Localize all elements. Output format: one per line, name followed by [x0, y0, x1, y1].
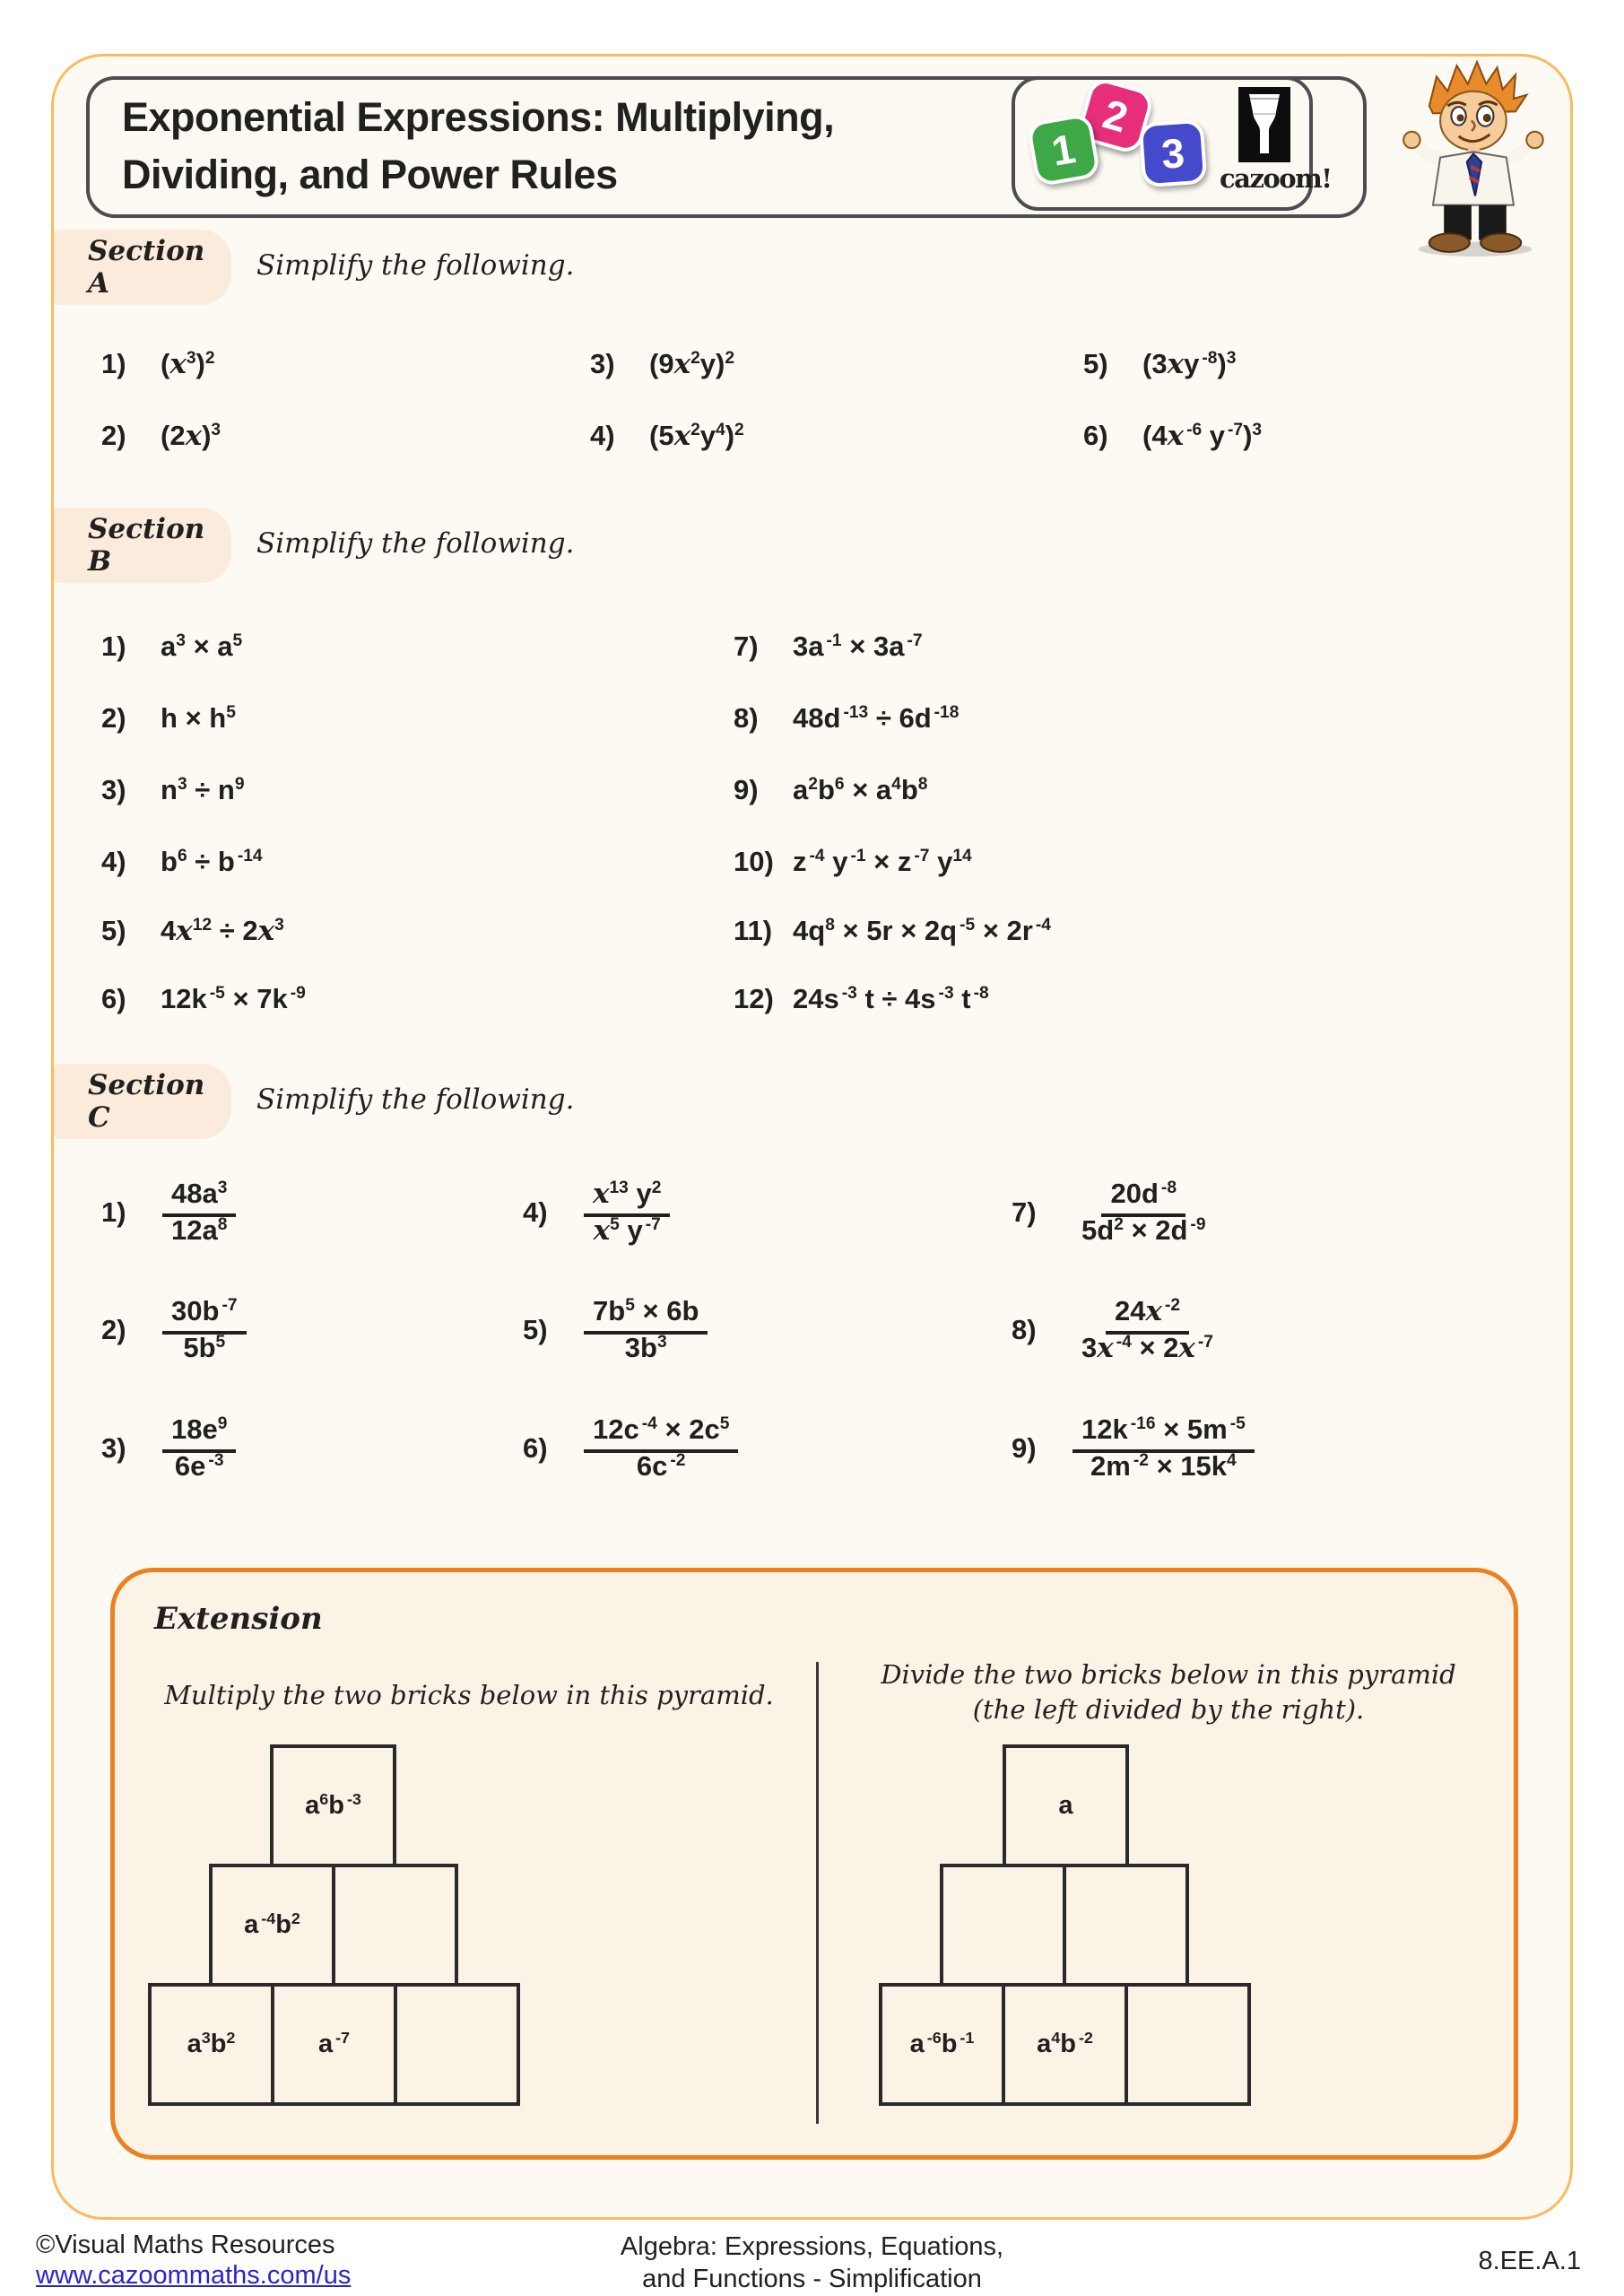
problem-number: 5): [523, 1313, 548, 1345]
problem-expression: 48d $^{-13}$ ÷ 6d $^{-18}$: [793, 702, 960, 734]
fraction-denominator: $12a^8$: [171, 1214, 228, 1246]
fraction-denominator: 6e $^{-3}$: [174, 1450, 224, 1482]
fraction-denominator: $x^5$ y $^{-7}$: [593, 1214, 661, 1247]
fraction-numerator: 30b $^{-7}$: [162, 1295, 247, 1335]
fraction-numerator: 20d $^{-8}$: [1101, 1178, 1185, 1217]
brick-label: a $^{-4}b^2$: [244, 1909, 300, 1939]
problem-number: 1): [101, 348, 126, 379]
fraction-numerator: $48a^3$: [162, 1178, 236, 1217]
problem-expression: $(2x)^3$: [161, 420, 221, 452]
problem-number: 9): [734, 774, 759, 805]
problem-number: 1): [101, 1196, 126, 1228]
page-title-line-1: Exponential Expressions: Multiplying,: [122, 94, 835, 140]
problem-number: 2): [101, 1313, 126, 1345]
problem-a-4: [590, 420, 744, 452]
problem-number: 8): [734, 702, 759, 734]
problem-b-4: [101, 846, 263, 878]
footer-topic-line-1: Algebra: Expressions, Equations,: [620, 2232, 1004, 2261]
problem-number: 12): [734, 983, 774, 1014]
footer-topic-line-2: and Functions - Simplification: [642, 2265, 982, 2294]
brick-label: a $^{-6}$b $^{-1}$: [909, 2028, 975, 2058]
pyramid-right-brick-r3c2: [1002, 1983, 1128, 2106]
section-c-instruction: Simplify the following.: [256, 1083, 575, 1116]
pyramid-left-brick-r3c2: [271, 1983, 397, 2106]
fraction-numerator: 12k $^{-16}$ × 5m $^{-5}$: [1073, 1413, 1255, 1453]
problem-number: 9): [1012, 1431, 1037, 1464]
pyramid-left-brick-r3c3: [394, 1983, 520, 2106]
pyramid-left-brick-r2c1: [209, 1864, 335, 1987]
extension-divider: [816, 1662, 819, 2124]
problem-number: 6): [1083, 420, 1108, 451]
title-box: [86, 76, 1367, 218]
pyramid-left-brick-r2c2: [332, 1864, 458, 1987]
problem-b-8: [734, 702, 959, 735]
problem-expression: $(x^3)^2$: [161, 348, 215, 380]
brick-label: a: [1058, 1791, 1073, 1820]
pyramid-right-brick-r1c1: [1003, 1744, 1129, 1867]
fraction-numerator: 24x $^{-2}$: [1106, 1295, 1189, 1335]
section-c-label: [54, 1064, 231, 1139]
problem-number: 4): [101, 846, 126, 877]
section-a-instruction: Simplify the following.: [256, 249, 575, 282]
extension-right-instruction: [828, 1657, 1509, 1727]
problem-number: 6): [523, 1431, 548, 1464]
problem-expression: $h \times h^5$: [161, 702, 236, 734]
problem-c-8: [1012, 1295, 1222, 1364]
problem-number: 4): [523, 1196, 548, 1228]
problem-expression: (4x $^{-6}$ y $^{-7}$)$^3$: [1142, 420, 1263, 452]
section-a-label: [54, 230, 231, 305]
fraction: [162, 1178, 236, 1247]
footer-website-link[interactable]: www.cazoommaths.com/us: [36, 2261, 352, 2290]
problem-number: 3): [590, 348, 615, 379]
problem-number: 4): [590, 420, 615, 451]
pyramid-left-brick-r3c1: [148, 1983, 274, 2106]
problem-a-3: [590, 348, 734, 380]
section-c-label-text: Section C: [88, 1069, 205, 1134]
page-title-line-2: Dividing, and Power Rules: [122, 152, 618, 197]
problem-b-9: [734, 774, 927, 806]
fraction: [1073, 1178, 1215, 1247]
problem-number: 3): [101, 1431, 126, 1464]
fraction-numerator: 12c $^{-4} \times 2c^5$: [584, 1413, 738, 1453]
worksheet-sheet: [51, 54, 1573, 2220]
brick-label: $a^3b^2$: [187, 2028, 236, 2058]
problem-number: 8): [1012, 1313, 1037, 1345]
problem-b-2: [101, 702, 236, 735]
problem-c-3: [101, 1413, 236, 1483]
pyramid-right-brick-r2c2: [1063, 1864, 1189, 1987]
problem-expression: 3a $^{-1}$ × 3a $^{-7}$: [793, 631, 923, 662]
problem-expression: $a^2b^6 \times a^4b^8$: [793, 774, 928, 805]
problem-number: 2): [101, 420, 126, 451]
problem-a-2: [101, 420, 221, 452]
problem-number: 1): [101, 631, 126, 662]
logo-tile-digit: 2: [1098, 90, 1133, 142]
fraction-denominator: 2m $^{-2} \times 15k^4$: [1090, 1450, 1237, 1482]
problem-b-11: [734, 915, 1051, 947]
problem-number: 6): [101, 983, 126, 1014]
problem-b-5: [101, 915, 284, 947]
logo-tile-digit: 1: [1047, 125, 1080, 175]
cazoom-drum-icon: [1238, 87, 1290, 162]
fraction: [1073, 1295, 1222, 1364]
fraction: [584, 1178, 670, 1247]
pyramid-right-brick-r3c3: [1125, 1983, 1251, 2106]
brand-logo-box: [1012, 76, 1332, 211]
fraction: [1073, 1413, 1255, 1483]
problem-number: 5): [1083, 348, 1108, 379]
problem-a-6: [1083, 420, 1262, 452]
problem-expression: 24s $^{-3}$ t ÷ 4s $^{-3}$ t $^{-8}$: [793, 983, 989, 1014]
problem-expression: $(5x^2y^4)^2$: [649, 420, 744, 452]
cazoom-logo: [1220, 87, 1332, 194]
section-b-label-text: Section B: [88, 513, 205, 578]
logo-tile-digit: 3: [1159, 129, 1186, 178]
problem-a-5: [1083, 348, 1236, 380]
pyramid-left-brick-r1c1: [270, 1744, 396, 1867]
extension-right-instruction-line-2: (the left divided by the right).: [972, 1694, 1365, 1726]
fraction-numerator: $x^{13}$ $y^2$: [584, 1178, 670, 1217]
problem-number: 11): [734, 915, 773, 946]
problem-b-6: [101, 983, 306, 1015]
problem-c-7: [1012, 1178, 1215, 1247]
problem-expression: $4q^8 \times 5r \times 2q$ $^{-5}$ × 2r $^{-4}$: [793, 915, 1051, 946]
problem-expression: $(9x^2y)^2$: [649, 348, 735, 380]
cazoom-brand-text: cazoom!: [1220, 163, 1332, 194]
section-b-instruction: Simplify the following.: [256, 527, 575, 560]
fraction-numerator: $18e^9$: [162, 1413, 236, 1453]
fraction: [162, 1413, 236, 1483]
fraction: [162, 1295, 247, 1364]
mascot-character: [1390, 60, 1560, 257]
extension-box: [110, 1568, 1518, 2160]
problem-c-4: [523, 1178, 670, 1247]
fraction-denominator: 6c $^{-2}$: [636, 1450, 686, 1482]
problem-number: 2): [101, 702, 126, 734]
problem-number: 10): [734, 846, 774, 877]
problem-a-1: [101, 348, 215, 380]
extension-right-instruction-line-1: Divide the two bricks below in this pyramid: [881, 1659, 1456, 1690]
extension-title: Extension: [154, 1601, 323, 1637]
fraction-denominator: $5d^2 \times 2d$ $^{-9}$: [1081, 1214, 1206, 1246]
problem-expression: $a^3 \times a^5$: [161, 631, 243, 662]
section-a-label-text: Section A: [88, 235, 205, 300]
footer-topic: [0, 2231, 1624, 2296]
problem-c-9: [1012, 1413, 1255, 1483]
problem-b-12: [734, 983, 989, 1015]
problem-b-3: [101, 774, 245, 806]
logo-tile-3: [1139, 119, 1208, 188]
extension-left-instruction: Multiply the two bricks below in this pyramid.: [164, 1680, 774, 1710]
fraction: [584, 1295, 708, 1364]
problem-expression: (3xy $^{-8}$)$^3$: [1142, 348, 1237, 380]
problem-number: 7): [734, 631, 759, 662]
section-b-label: [54, 508, 231, 583]
problem-b-10: [734, 846, 972, 878]
problem-number: 3): [101, 774, 126, 805]
problem-expression: $b^6 \div b$ $^{-14}$: [161, 846, 263, 877]
problem-number: 7): [1012, 1196, 1037, 1228]
footer-standard-code: 8.EE.A.1: [1478, 2247, 1581, 2275]
problem-c-5: [523, 1295, 708, 1364]
pyramid-right-brick-r3c1: [879, 1983, 1005, 2106]
problem-expression: $4x^{12} \div 2x^3$: [161, 915, 284, 947]
problem-number: 5): [101, 915, 126, 946]
fraction-denominator: $3b^3$: [624, 1332, 667, 1363]
brick-label: a $^{-7}$: [317, 2028, 351, 2058]
problem-c-1: [101, 1178, 236, 1247]
fraction-numerator: $7b^5 \times 6b$: [584, 1295, 708, 1335]
problem-expression: 12k $^{-5}$ × 7k $^{-9}$: [161, 983, 306, 1014]
fraction: [584, 1413, 738, 1483]
problem-expression: z $^{-4}$ y $^{-1}$ × z $^{-7}$ $y^{14}$: [793, 846, 972, 877]
problem-c-6: [523, 1413, 738, 1483]
fraction-denominator: $5b^5$: [183, 1332, 226, 1363]
problem-b-7: [734, 631, 923, 663]
brick-label: $a^6b$ $^{-3}$: [305, 1789, 361, 1820]
brick-label: $a^4b$ $^{-2}$: [1037, 2028, 1093, 2058]
logo-tile-1: [1026, 112, 1100, 187]
problem-c-2: [101, 1295, 247, 1364]
footer-copyright: ©Visual Maths Resources: [36, 2231, 335, 2259]
problem-b-1: [101, 631, 242, 663]
pyramid-right-brick-r2c1: [940, 1864, 1066, 1987]
problem-expression: $n^3 \div n^9$: [161, 774, 245, 805]
fraction-denominator: 3x $^{-4}$ × 2x $^{-7}$: [1081, 1332, 1213, 1364]
